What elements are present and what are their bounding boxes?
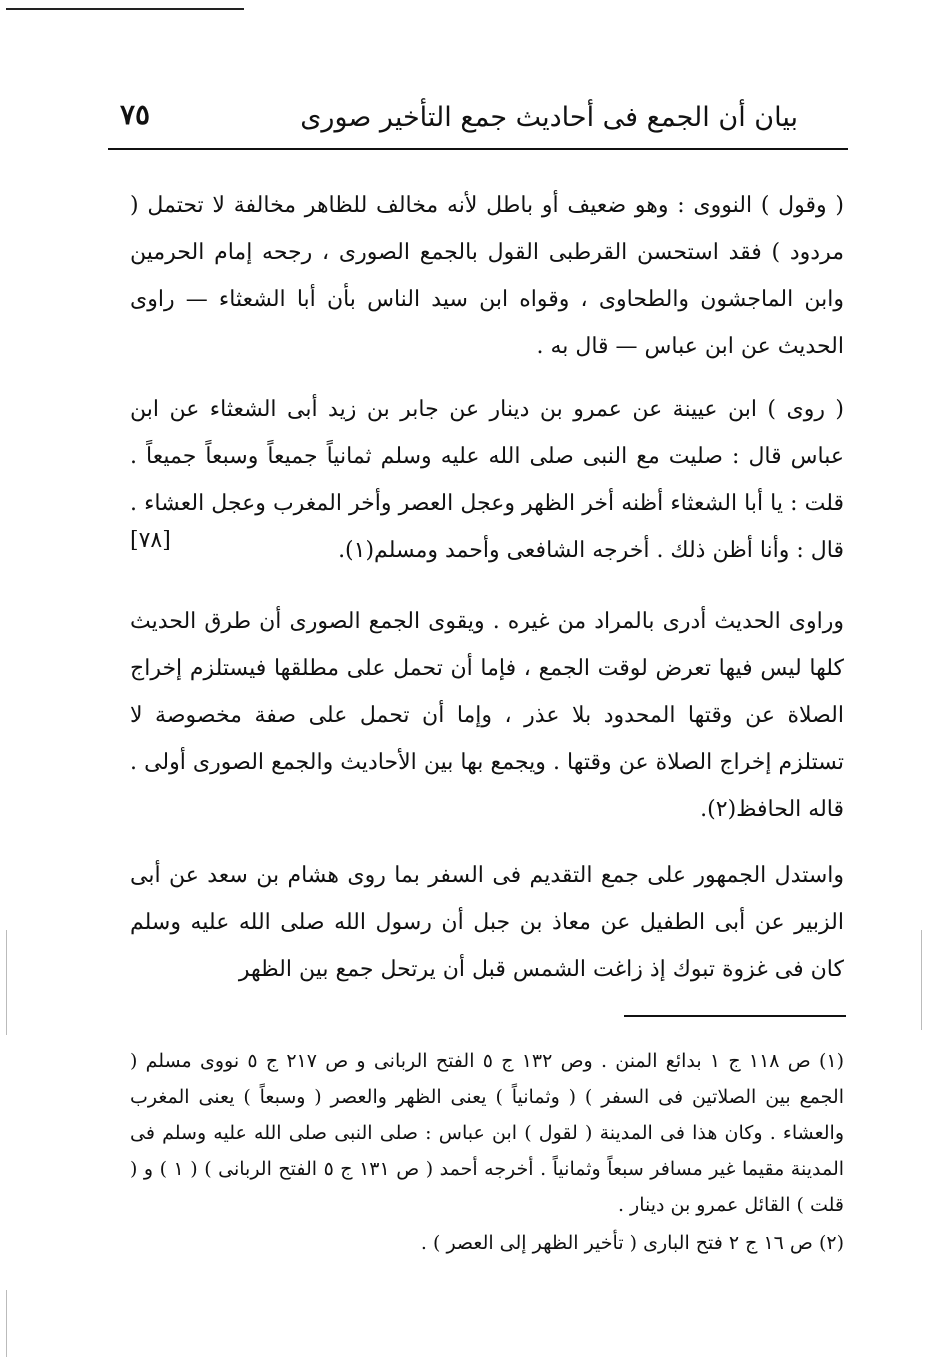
footnote-1: (١) ص ١١٨ ج ١ بدائع المنن . وص ١٣٢ ج ٥ الفتح الربانى و ص ٢١٧ ج ٥ نووى مسلم ( الجمع بين الصلاتين فى السفر ) ( وثمانياً ) يعنى الظهر والعصر ( وسبعاً ) يعنى المغرب والعشاء . وكان هذا فى المدينة ( لقول ) ابن عباس : صلى النبى صلى الله عليه وسلم فى المدينة مقيما غير مسافر سبعاً وثمانياً . أخرجه أحمد ( ص ١٣١ ج ٥ الفتح الربانى ) ( ١ ) و ( قلت ) القائل عمرو بن دينار . [130, 1050, 845, 1216]
paragraph-ibn-abbas-hadith [130, 386, 844, 574]
scan-edge-line [921, 930, 922, 1030]
scan-edge-line [6, 1290, 7, 1357]
paragraph-nawawi-rebuttal [130, 182, 844, 370]
paragraph-text: ( روى ) ابن عيينة عن عمرو بن دينار عن جابر بن زيد أبى الشعثاء عن ابن عباس قال : صليت مع النبى صلى الله عليه وسلم ثمانياً جميعاً وسبعاً جميعاً . قلت : يا أبا الشعثاء أظنه أخر الظهر وعجل العصر وأخر المغرب وعجل العشاء . قال : وأنا أظن ذلك . أخرجه الشافعى وأحمد ومسلم(١). [130, 397, 844, 563]
paragraph-text: ( وقول ) النووى : وهو ضعيف أو باطل لأنه مخالف للظاهر مخالفة لا تحتمل ( مردود ) فقد استحسن القرطبى القول بالجمع الصورى ، رجحه إمام الحرمين وابن الماجشون والطحاوى ، وقواه ابن سيد الناس بأن أبا الشعثاء — راوى الحديث عن ابن عباس — قال به . [130, 193, 844, 359]
paragraph-narrator-knows-best [130, 598, 844, 833]
footnotes [130, 1043, 844, 1261]
top-edge-rule [6, 8, 244, 10]
scan-edge-line [6, 930, 7, 1035]
hadith-number-marker: [٧٨] [130, 528, 171, 553]
paragraph-text: وراوى الحديث أدرى بالمراد من غيره . ويقوى الجمع الصورى أن طرق الحديث كلها ليس فيها تعرض لوقت الجمع ، فإما أن تحمل على مطلقها فيستلزم إخراج الصلاة عن وقتها المحدود بلا عذر ، وإما أن تحمل على صفة مخصوصة لا تستلزم إخراج الصلاة عن وقتها . ويجمع بها بين الأحاديث والجمع الصورى أولى . قاله الحافظ(٢). [130, 609, 844, 822]
paragraph-text: واستدل الجمهور على جمع التقديم فى السفر بما روى هشام بن سعد عن أبى الزبير عن أبى الطفيل عن معاذ بن جبل أن رسول الله صلى الله عليه وسلم كان فى غزوة تبوك إذ زاغت الشمس قبل أن يرتحل جمع بين الظهر [130, 863, 844, 982]
running-header [108, 88, 848, 150]
page-number: ٧٥ [120, 98, 151, 131]
book-page [108, 88, 848, 1338]
footnote-2: (٢) ص ١٦ ج ٢ فتح البارى ( تأخير الظهر إلى العصر ) . [420, 1232, 844, 1254]
footnote-separator [624, 1015, 846, 1017]
running-title: بيان أن الجمع فى أحاديث جمع التأخير صورى [300, 102, 798, 133]
paragraph-jumhur-argument [130, 852, 844, 993]
